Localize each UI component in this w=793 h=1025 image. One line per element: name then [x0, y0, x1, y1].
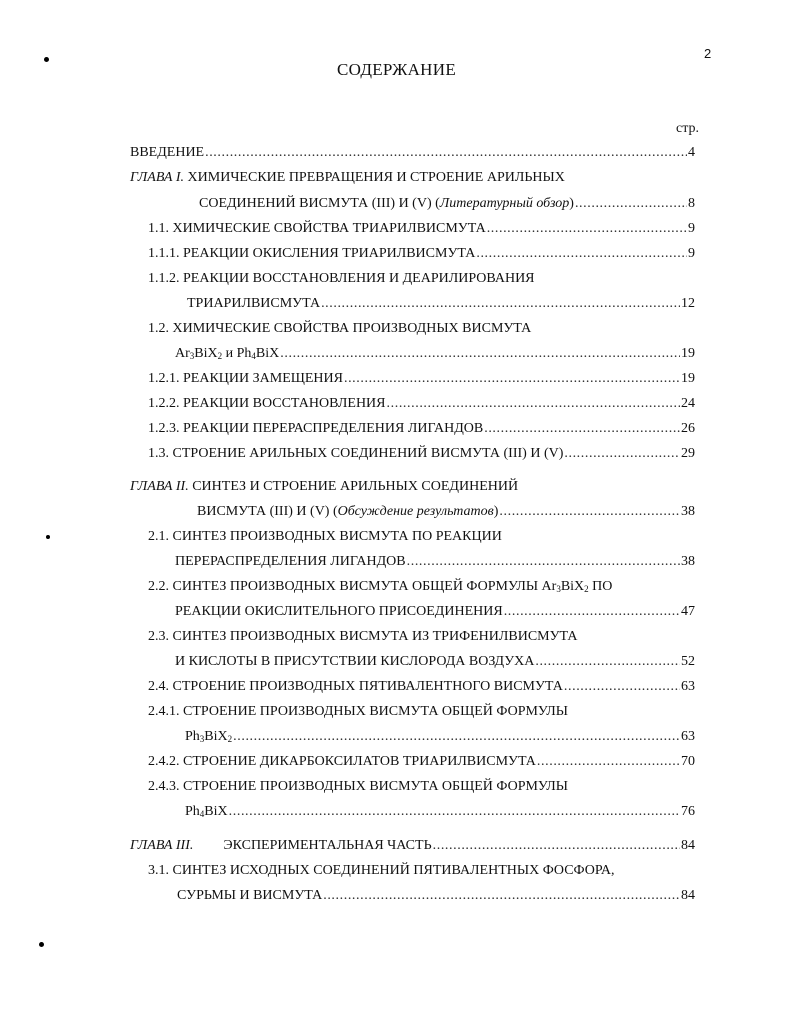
- toc-entry-2-1[interactable]: [175, 552, 695, 572]
- toc-page-number: 29: [681, 446, 695, 461]
- dot-leader: [476, 244, 687, 264]
- toc-entry-2-1-heading[interactable]: [148, 527, 502, 547]
- chemical-formula: $Ar_3BiX_2$ и $Ph_4BiX$: [175, 346, 280, 361]
- toc-entry-2-4-1-heading[interactable]: [148, 702, 568, 722]
- toc-entry-label: 1.2. ХИМИЧЕСКИЕ СВОЙСТВА ПРОИЗВОДНЫХ ВИСМУТА: [148, 321, 532, 336]
- chapter-label: ГЛАВА I.: [130, 170, 185, 185]
- toc-entry-label: СОЕДИНЕНИЙ ВИСМУТА (III) И (V) (: [199, 196, 440, 211]
- toc-entry-2-4[interactable]: [148, 677, 695, 697]
- toc-page-number: 12: [681, 296, 695, 311]
- toc-page-number: 38: [681, 504, 695, 519]
- dot-leader: [387, 394, 680, 414]
- toc-entry-label: ТРИАРИЛВИСМУТА: [187, 296, 321, 311]
- toc-page-number: 38: [681, 554, 695, 569]
- toc-entry-label: 2.4.3. СТРОЕНИЕ ПРОИЗВОДНЫХ ВИСМУТА ОБЩЕЙ ФОРМУЛЫ: [148, 779, 568, 794]
- toc-entry-label: ХИМИЧЕСКИЕ ПРЕВРАЩЕНИЯ И СТРОЕНИЕ АРИЛЬНЫХ: [187, 170, 565, 185]
- dot-leader: [229, 802, 680, 822]
- page-column-label: стр.: [676, 121, 700, 136]
- toc-page-number: 9: [688, 221, 695, 236]
- dot-leader: [433, 836, 680, 856]
- chemical-formula: $Ph_4BiX$: [185, 804, 228, 819]
- dot-leader: [487, 219, 687, 239]
- toc-page-number: 70: [681, 754, 695, 769]
- toc-entry-label: 1.2.3. РЕАКЦИИ ПЕРЕРАСПРЕДЕЛЕНИЯ ЛИГАНДОВ: [148, 421, 484, 436]
- dot-leader: [205, 143, 687, 163]
- toc-entry-1-2-3[interactable]: [148, 419, 695, 439]
- chemical-formula: $Ph_3BiX_2$: [185, 729, 233, 744]
- dot-leader: [321, 294, 680, 314]
- page-title: СОДЕРЖАНИЕ: [336, 60, 457, 79]
- toc-entry-2-2[interactable]: [175, 602, 695, 622]
- toc-entry-1-1-2-heading[interactable]: [148, 269, 535, 289]
- dot-leader: [535, 652, 680, 672]
- dot-leader: [344, 369, 680, 389]
- toc-page-number: 24: [681, 396, 695, 411]
- toc-entry-chapter-1[interactable]: СОЕДИНЕНИЙ ВИСМУТА (III) И (V) (Литературный обзор) ..... 8: [199, 194, 695, 214]
- toc-page-number: 84: [681, 888, 695, 903]
- toc-entry-label: 2.1. СИНТЕЗ ПРОИЗВОДНЫХ ВИСМУТА ПО РЕАКЦИИ: [148, 529, 502, 544]
- toc-entry-1-2-1[interactable]: [148, 369, 695, 389]
- toc-page-number: 26: [681, 421, 695, 436]
- toc-page-number: 19: [681, 371, 695, 386]
- toc-entry-label: 1.2.2. РЕАКЦИИ ВОССТАНОВЛЕНИЯ: [148, 396, 386, 411]
- toc-entry-1-1[interactable]: [148, 219, 695, 239]
- page-number: 2: [704, 46, 712, 61]
- dot-leader: [407, 552, 680, 572]
- dot-leader: [575, 194, 687, 214]
- toc-entry-label: И КИСЛОТЫ В ПРИСУТСТВИИ КИСЛОРОДА ВОЗДУХА: [175, 654, 535, 669]
- toc-entry-label: ВВЕДЕНИЕ: [130, 145, 205, 160]
- dot-leader: [499, 502, 680, 522]
- toc-entry-label: 1.2.1. РЕАКЦИИ ЗАМЕЩЕНИЯ: [148, 371, 343, 386]
- toc-page-number: 47: [681, 604, 695, 619]
- toc-page-number: 63: [681, 729, 695, 744]
- dot-leader: [564, 677, 680, 697]
- toc-entry-2-3-heading[interactable]: [148, 627, 578, 647]
- toc-page-number: 4: [688, 145, 695, 160]
- toc-entry-label: 2.3. СИНТЕЗ ПРОИЗВОДНЫХ ВИСМУТА ИЗ ТРИФЕНИЛВИСМУТА: [148, 629, 578, 644]
- toc-entry-2-3[interactable]: [175, 652, 695, 672]
- toc-entry-1-1-2[interactable]: [187, 294, 695, 314]
- toc-page-number: 9: [688, 246, 695, 261]
- toc-entry-1-3[interactable]: [148, 444, 695, 464]
- toc-entry-label: ЭКСПЕРИМЕНТАЛЬНАЯ ЧАСТЬ: [223, 838, 432, 853]
- toc-entry-1-2-2[interactable]: [148, 394, 695, 414]
- toc-page-number: 8: [688, 196, 695, 211]
- toc-chapter-1-heading[interactable]: [130, 168, 565, 188]
- toc-page-number: 19: [681, 346, 695, 361]
- toc-entry-2-4-2[interactable]: [148, 752, 695, 772]
- toc-entry-label: РЕАКЦИИ ОКИСЛИТЕЛЬНОГО ПРИСОЕДИНЕНИЯ: [175, 604, 503, 619]
- toc-entry-3-1-heading[interactable]: [148, 861, 615, 881]
- toc-entry-label: 3.1. СИНТЕЗ ИСХОДНЫХ СОЕДИНЕНИЙ ПЯТИВАЛЕНТНЫХ ФОСФОРА,: [148, 863, 615, 878]
- toc-entry-label: 2.4.2. СТРОЕНИЕ ДИКАРБОКСИЛАТОВ ТРИАРИЛВИСМУТА: [148, 754, 536, 769]
- toc-entry-label: СУРЬМЫ И ВИСМУТА: [177, 888, 323, 903]
- toc-chapter-2-heading[interactable]: [130, 477, 518, 497]
- toc-entry-3-1[interactable]: [177, 886, 695, 906]
- toc-entry-chapter-3[interactable]: [130, 836, 695, 856]
- dot-leader: [323, 886, 680, 906]
- toc-entry-2-4-3[interactable]: [185, 802, 695, 822]
- chemical-formula: $Ar_3BiX_2$: [541, 579, 589, 594]
- toc-entry-chapter-2[interactable]: ВИСМУТА (III) И (V) (Обсуждение результатов) ..... 38: [197, 502, 695, 522]
- dot-leader: [280, 344, 680, 364]
- toc-page-number: 84: [681, 838, 695, 853]
- toc-entry-1-2[interactable]: [175, 344, 695, 364]
- toc-entry-label: ВИСМУТА (III) И (V) (: [197, 504, 338, 519]
- toc-entry-intro[interactable]: [130, 143, 695, 163]
- toc-entry-label: ПЕРЕРАСПРЕДЕЛЕНИЯ ЛИГАНДОВ: [175, 554, 406, 569]
- dot-leader: [233, 727, 680, 747]
- toc-entry-label: 1.1.2. РЕАКЦИИ ВОССТАНОВЛЕНИЯ И ДЕАРИЛИРОВАНИЯ: [148, 271, 535, 286]
- toc-entry-1-1-1[interactable]: [148, 244, 695, 264]
- dot-leader: [504, 602, 680, 622]
- section-note: Обсуждение результатов: [337, 504, 494, 519]
- chapter-label: ГЛАВА II.: [130, 479, 189, 494]
- toc-entry-2-4-3-heading[interactable]: [148, 777, 568, 797]
- toc-page-number: 52: [681, 654, 695, 669]
- toc-page-number: 76: [681, 804, 695, 819]
- toc-entry-2-4-1[interactable]: [185, 727, 695, 747]
- toc-page-number: 63: [681, 679, 695, 694]
- dot-leader: [484, 419, 680, 439]
- toc-entry-label: СИНТЕЗ И СТРОЕНИЕ АРИЛЬНЫХ СОЕДИНЕНИЙ: [192, 479, 519, 494]
- toc-entry-label: 1.3. СТРОЕНИЕ АРИЛЬНЫХ СОЕДИНЕНИЙ ВИСМУТА (III) И (V): [148, 446, 564, 461]
- dot-leader: [564, 444, 680, 464]
- toc-entry-1-2-heading[interactable]: [148, 319, 531, 339]
- toc-entry-label: 2.2. СИНТЕЗ ПРОИЗВОДНЫХ ВИСМУТА ОБЩЕЙ ФОРМУЛЫ: [148, 579, 542, 594]
- toc-entry-2-2-heading[interactable]: 2.2. СИНТЕЗ ПРОИЗВОДНЫХ ВИСМУТА ОБЩЕЙ ФОРМУЛЫ $Ar_3BiX_2$ ПО: [148, 579, 613, 594]
- toc-entry-label: 1.1. ХИМИЧЕСКИЕ СВОЙСТВА ТРИАРИЛВИСМУТА: [148, 221, 486, 236]
- section-note: Литературный обзор: [439, 196, 570, 211]
- toc-entry-label: 1.1.1. РЕАКЦИИ ОКИСЛЕНИЯ ТРИАРИЛВИСМУТА: [148, 246, 476, 261]
- chapter-label: ГЛАВА III.: [130, 838, 194, 853]
- toc-entry-label: 2.4. СТРОЕНИЕ ПРОИЗВОДНЫХ ПЯТИВАЛЕНТНОГО ВИСМУТА: [148, 679, 563, 694]
- toc-entry-label: 2.4.1. СТРОЕНИЕ ПРОИЗВОДНЫХ ВИСМУТА ОБЩЕЙ ФОРМУЛЫ: [148, 704, 568, 719]
- dot-leader: [537, 752, 680, 772]
